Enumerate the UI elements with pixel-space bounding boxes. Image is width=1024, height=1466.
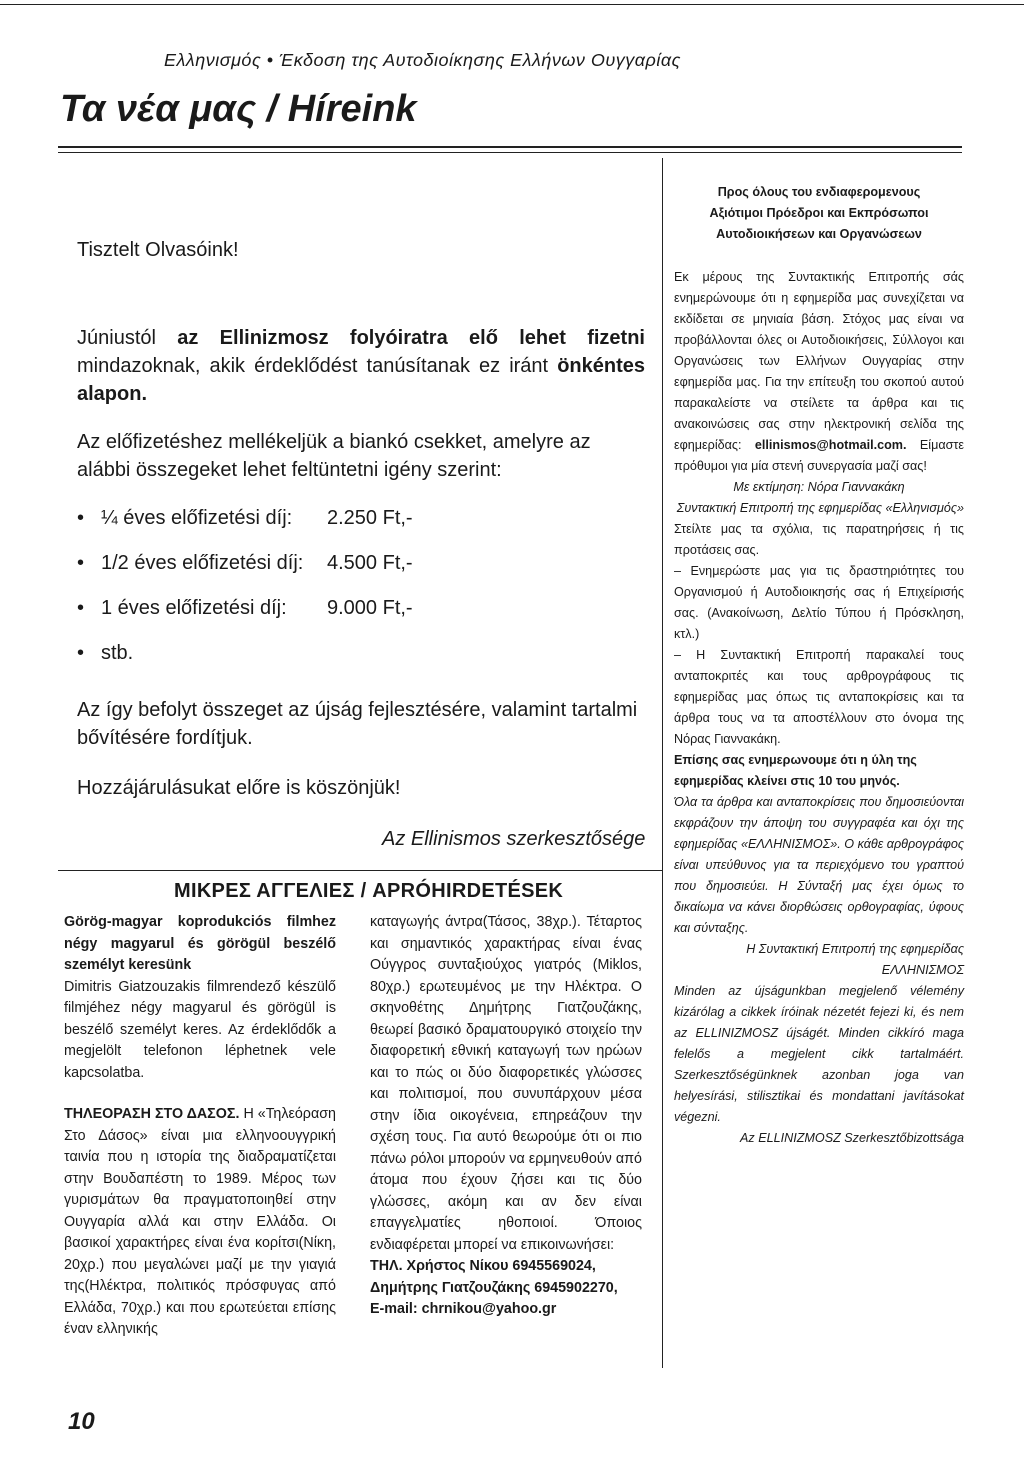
intro-bold-end: önkéntes alapon. xyxy=(77,355,645,405)
intro-mid: mindazoknak, akik érdeklődést tanúsítanak ez iránt xyxy=(77,355,549,377)
sidebar-heading-line: Αξιότιμοι Πρόεδροι και Εκπρόσωποι xyxy=(709,206,929,220)
ads-column-right xyxy=(370,912,642,1321)
contact-phone-1: ΤΗΛ. Χρήστος Νίκου 6945569024, xyxy=(370,1258,596,1274)
disclaimer-greek-signature: Η Συντακτική Επιτροπή της εφημερίδας ΕΛΛΗΝΙΣΜΟΣ xyxy=(746,942,964,977)
thanks-paragraph: Hozzájárulásukat előre is köszönjük! xyxy=(77,777,401,799)
sidebar-inform: – Ενημερώστε μας για τις δραστηριότητες του Οργανισμού ή Αυτοδιοικησής σας ή Επιχείρισής σας. (Ανακοίνωση, Δελτίο Τύπου ή Πρόσκληση, κτλ.) xyxy=(674,564,964,641)
fee-price: 2.250 Ft,- xyxy=(327,507,413,529)
fee-item xyxy=(77,551,645,596)
ad2-body: Η «Τηλεόραση Στο Δάσος» είναι μια ελληνοουγγρική ταινία που η ιστορία της διαδραματίζεται στην Βουδαπέστη το 1989. Μέρος των γυρισμάτων θα πραγματοποιηθεί στην Ουγγαρία αλλά και στην Ελλάδα. Οι βασικοί χαρακτήρες είναι ένα κορίτσι(Νίκη, 20χρ.) που μεγαλώνει μαζί με την γιαγιά της(Ηλέκτρα, πολιτικός πρόσφυγας από Ελλάδα, 70χρ.) και που ερωτεύεται επίσης έναν ελληνικής xyxy=(64,1106,336,1337)
contact-email: E-mail: chrnikou@yahoo.gr xyxy=(370,1301,557,1317)
ads-rule xyxy=(58,870,662,871)
ads-heading: ΜΙΚΡΕΣ ΑΓΓΕΛΙΕΣ / APRÓHIRDETÉSEK xyxy=(174,880,564,902)
sidebar-email: ellinismos@hotmail.com. xyxy=(754,438,907,452)
ad2-continued: καταγωγής άντρα(Τάσος, 38χρ.). Τέταρτος και σημαντικός χαρακτήρας είναι ένας Ούγγρος συνταξιούχος γιατρός (Miklos, 80χρ.) ερωτευμένος με την Ηλέκτρα. Ο σκηνοθέτης Δημήτρης Γιατζουζάκης, θεωρεί βασικό δραματουργικό στοιχείο την διαφορετική εθνική καταγωγή των ηρώων και το πώς οι δύο διαφορετικές γλώσσες και πολιτισμοί, που συνυπάρχουν μέσα στην ίδια οικογένεια, επηρεάζουν την σχέση τους. Για αυτό θεωρούμε ότι οι πιο πάνω ρόλοι μπορούν να ερμηνευθούν από άτομα που έχουν ζήσει και τις δύο γλώσσες, ακόμη και αν δεν είναι επαγγελματίες ηθοποιοί. Όποιος ενδιαφέρεται μπορεί να επικοινωνήσει: xyxy=(370,914,642,1253)
ads-column-left xyxy=(64,912,336,1341)
deadline-note: Επίσης σας ενημερωνουμε ότι η ύλη της εφημερίδας κλείνει στις 10 του μηνός. xyxy=(674,753,917,788)
fee-label: ¼ éves előfizetési díj: xyxy=(101,507,293,529)
ad1-body: Dimitris Giatzouzakis filmrendező készülő filmjéhez négy magyarul és görögül is beszélő személyt keres. Az érdeklődők a megjelölt telefonon léphetnek vele kapcsolatba. xyxy=(64,978,336,1081)
fee-list xyxy=(77,506,645,686)
intro-bold: az Ellinizmosz folyóiratra elő lehet fizetni xyxy=(177,327,645,349)
section-title: Τα νέα μας / Híreink xyxy=(60,88,417,130)
intro-start: Júniustól xyxy=(77,327,156,349)
page-number: 10 xyxy=(68,1408,95,1435)
greeting: Tisztelt Olvasóink! xyxy=(77,239,239,261)
fee-item xyxy=(77,641,645,686)
main-article xyxy=(77,236,645,802)
ad2-headline: ΤΗΛΕΟΡΑΣΗ ΣΤΟ ΔΑΣΟΣ. xyxy=(64,1106,240,1122)
intro-paragraph xyxy=(77,324,645,408)
column-divider xyxy=(662,158,663,1368)
publication-subtitle: Ελληνισμός • Έκδοση της Αυτοδιοίκησης Ελλήνων Ουγγαρίας xyxy=(164,50,681,70)
sidebar-intro-text: Εκ μέρους της Συντακτικής Επιτροπής σάς ενημερώνουμε ότι η εφημερίδα μας συνεχίζεται να εκδίδεται σε μηνιαία βάση. Στόχος μας είναι να προβάλλονται όλες οι Αυτοδιοικήσεις, Σύλλογοι και Οργανώσεις των Ελλήνων Ουγγαρίας στην εφημερίδα μας. Για την επίτευξη του σκοπού αυτού παρακαλείστε να στείλετε τα άρθρα και τις ανακοινώσεις σας στην ηλεκτρονική σελίδα της εφημερίδας: xyxy=(674,270,964,452)
sidebar xyxy=(674,182,964,1149)
sidebar-intro-end: Είμαστε πρόθυμοι για μία στενή συνεργασία μαζί σας! xyxy=(674,438,965,473)
sidebar-heading-line: Προς όλους του ενδιαφερομενους xyxy=(717,185,921,199)
sidebar-request: – Η Συντακτική Επιτροπή παρακαλεί τους ανταποκριτές και τους αρθρογράφους τις εφημερίδας μας όπως τις ανταποκρίσεις και τα άρθρα τους να τα αποστέλλουν στο όνομα της Νόρας Γιαννακάκη. xyxy=(674,648,964,746)
fee-label: 1/2 éves előfizetési díj: xyxy=(101,552,304,574)
ad2-text xyxy=(64,1104,336,1341)
ad1-headline: Görög-magyar koprodukciós filmhez négy magyarul és görögül beszélő személyt keresünk xyxy=(64,914,336,973)
contact-phone-2: Δημήτρης Γιατζουζάκης 6945902270, xyxy=(370,1279,618,1296)
header-rule xyxy=(58,146,962,148)
subscription-paragraph: Az előfizetéshez mellékeljük a biankó csekket, amelyre az alábbi összegeket lehet feltüntetni igény szerint: xyxy=(77,431,591,481)
sidebar-feedback: Στείλτε μας τα σχόλια, τις παρατηρήσεις ή τις προτάσεις σας. xyxy=(674,522,964,557)
disclaimer-hungarian-signature: Az ELLINIZMOSZ Szerkesztőbizottsága xyxy=(740,1131,964,1145)
editorial-signature: Az Ellinismos szerkesztősége xyxy=(382,828,646,850)
regards-committee: Συντακτική Επιτροπή της εφημερίδας «Ελληνισμός» xyxy=(676,501,964,515)
sidebar-intro xyxy=(674,267,964,477)
disclaimer-greek: Όλα τα άρθρα και ανταποκρίσεις που δημοσιεύονται εκφράζουν την άποψη του συγγραφέα και όχι της εφημερίδας «ΕΛΛΗΝΙΣΜΟΣ». Ο κάθε αρθρογράφος είναι υπεύθυνος για τα περιεχόμενο του γραπτού που δημοσιεύει. Η Σύνταξή μας έχει όμως το δικαίωμα να κάνει διορθώσεις ορθογραφίας, ύφους και σύνταξης. xyxy=(674,795,965,935)
header-rule-thin xyxy=(58,152,962,153)
sidebar-heading-line: Αυτοδιοικήσεων και Οργανώσεων xyxy=(716,227,922,241)
fee-item xyxy=(77,596,645,641)
usage-paragraph: Az így befolyt összeget az újság fejlesztésére, valamint tartalmi bővítésére fordítjuk. xyxy=(77,699,638,749)
top-border xyxy=(0,4,1024,5)
fee-label: 1 éves előfizetési díj: xyxy=(101,597,287,619)
fee-price: 4.500 Ft,- xyxy=(327,552,413,574)
fee-label: stb. xyxy=(101,642,134,664)
sidebar-heading xyxy=(674,182,964,245)
regards-line: Με εκτίμηση: Νόρα Γιαννακάκη xyxy=(733,480,905,494)
fee-price: 9.000 Ft,- xyxy=(327,597,413,619)
fee-item xyxy=(77,506,645,551)
disclaimer-hungarian: Minden az újságunkban megjelenő vélemény kizárólag a cikkek íróinak nézetét fejezi ki, és nem az ELLINIZMOSZ újságét. Minden cikkíró maga felelős a megjelent cikk tartalmáért. Szerkesztőségünknek azonban joga van helyesírási, stilisztikai és mondattani javításokat végezni. xyxy=(674,984,964,1124)
